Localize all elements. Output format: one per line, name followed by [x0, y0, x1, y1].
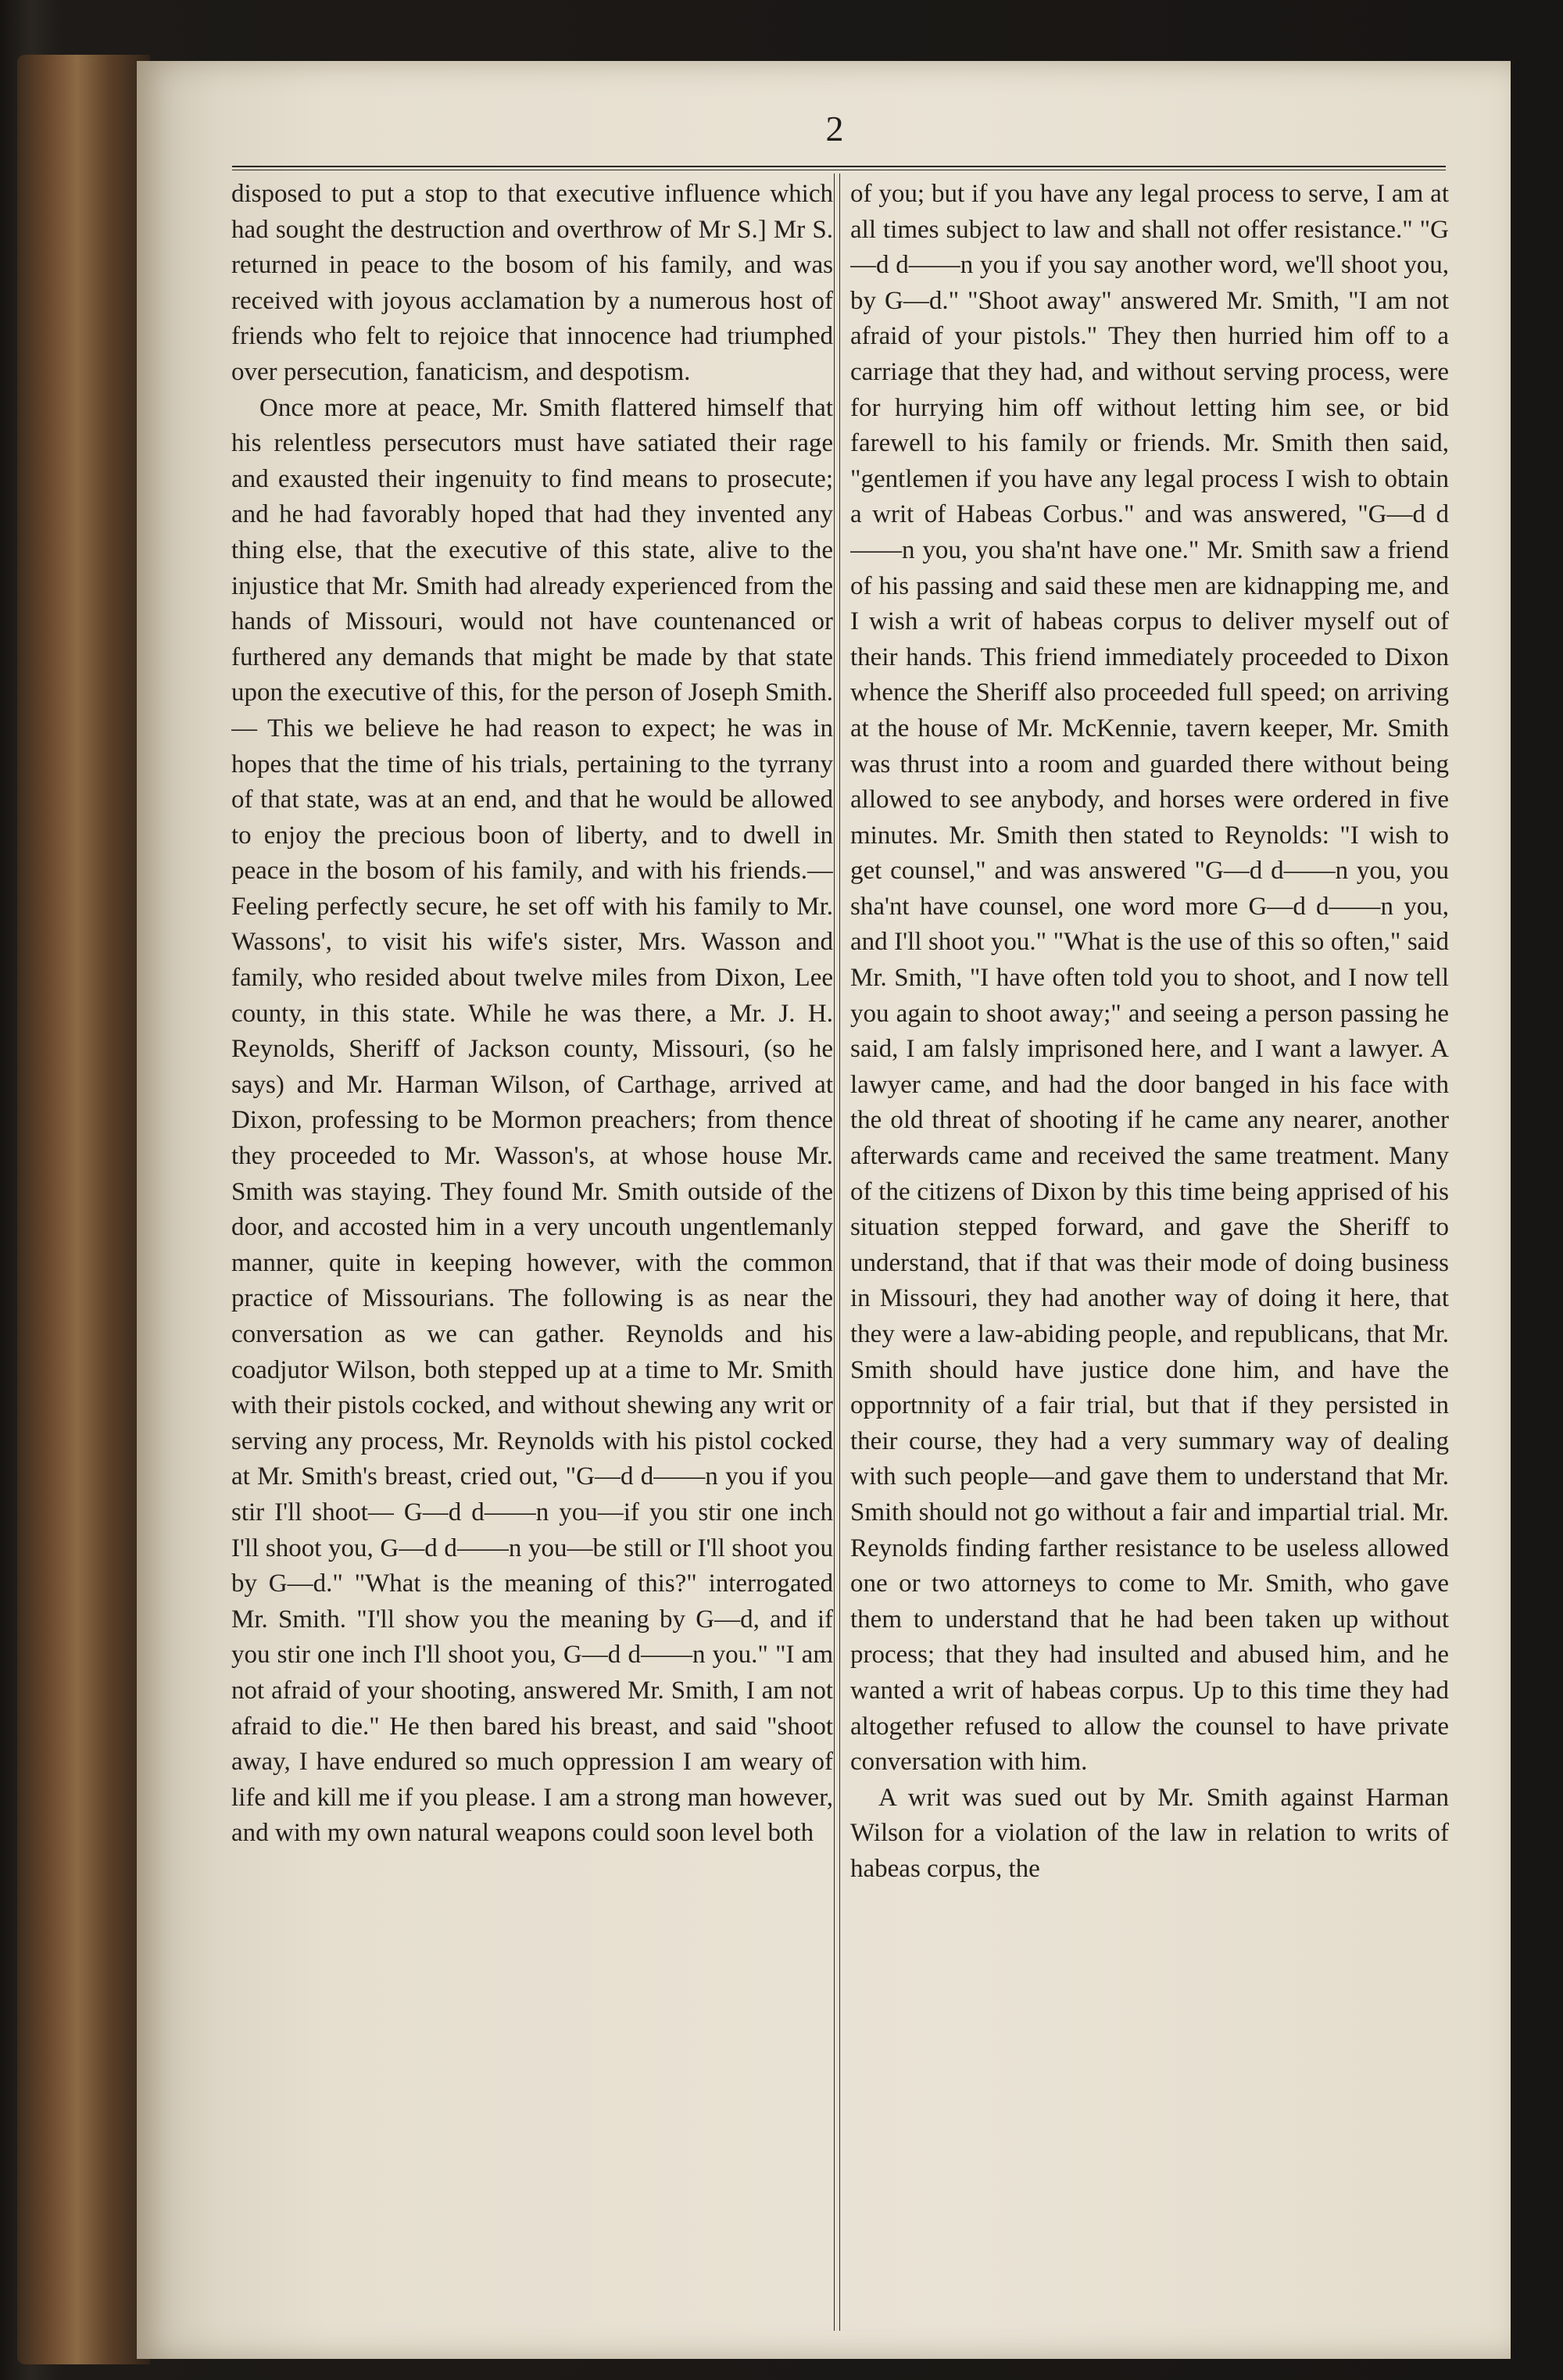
- paragraph: of you; but if you have any legal process to serve, I am at all times subject to law and shall not offer resistance." "G—d d——n you if you say another word, we'll shoot you, by G—d." "Shoot away" answered Mr. Smith, "I am not afraid of your pistols." They then hurried him off to a carriage that they had, and without serving process, were for hurrying him off without letting him see, or bid farewell to his family or friends. Mr. Smith then said, "gentlemen if you have any legal process I wish to obtain a writ of Habeas Corbus." and was answered, "G—d d——n you, you sha'nt have one." Mr. Smith saw a friend of his passing and said these men are kidnapping me, and I wish a writ of habeas corpus to deliver myself out of their hands. This friend immediately proceeded to Dixon whence the Sheriff also proceeded full speed; on arriving at the house of Mr. McKennie, tavern keeper, Mr. Smith was thrust into a room and guarded there without being allowed to see anybody, and horses were ordered in five minutes. Mr. Smith then stated to Reynolds: "I wish to get counsel," and was answered "G—d d——n you, you sha'nt have counsel, one word more G—d d——n you, and I'll shoot you." "What is the use of this so often," said Mr. Smith, "I have often told you to shoot, and I now tell you again to shoot away;" and seeing a person passing he said, I am falsly imprisoned here, and I want a lawyer. A lawyer came, and had the door banged in his face with the old threat of shooting if he came any nearer, another afterwards came and received the same treatment. Many of the citizens of Dixon by this time being apprised of his situation stepped forward, and gave the Sheriff to understand, that if that was their mode of doing business in Missouri, they had another way of doing it here, that they were a law-abiding people, and republicans, that Mr. Smith should have justice done him, and have the opportnnity of a fair trial, but that if they persisted in their course, they had a very summary way of dealing with such people—and gave them to understand that Mr. Smith should not go without a fair and impartial trial. Mr. Reynolds finding farther resistance to be useless allowed one or two attorneys to come to Mr. Smith, who gave them to understand that he had been taken up without process; that they had insulted and abused him, and he wanted a writ of habeas corpus. Up to this time they had altogether refused to allow the counsel to have private conversation with him.: [850, 180, 1449, 1777]
- left-column: [231, 177, 833, 2287]
- paragraph: Once more at peace, Mr. Smith flattered himself that his relentless persecutors must have satiated their rage and exausted their ingenuity to find means to prosecute; and he had favorably hoped that had they invented any thing else, that the executive of this state, alive to the injustice that Mr. Smith had already experienced from the hands of Missouri, would not have countenanced or furthered any demands that might be made by that state upon the executive of this, for the person of Joseph Smith.— This we believe he had reason to expect; he was in hopes that the time of his trials, pertaining to the tyrrany of that state, was at an end, and that he would be allowed to enjoy the precious boon of liberty, and to dwell in peace in the bosom of his family, and with his friends.— Feeling perfectly secure, he set off with his family to Mr. Wassons', to visit his wife's sister, Mrs. Wasson and family, who resided about twelve miles from Dixon, Lee county, in this state. While he was there, a Mr. J. H. Reynolds, Sheriff of Jackson county, Missouri, (so he says) and Mr. Harman Wilson, of Carthage, arrived at Dixon, professing to be Mormon preachers; from thence they proceeded to Mr. Wasson's, at whose house Mr. Smith was staying. They found Mr. Smith outside of the door, and accosted him in a very uncouth ungentlemanly manner, quite in keeping however, with the common practice of Missourians. The following is as near the conversation as we can gather. Reynolds and his coadjutor Wilson, both stepped up at a time to Mr. Smith with their pistols cocked, and without shewing any writ or serving any process, Mr. Reynolds with his pistol cocked at Mr. Smith's breast, cried out, "G—d d——n you if you stir I'll shoot— G—d d——n you—if you stir one inch I'll shoot you, G—d d——n you—be still or I'll shoot you by G—d." "What is the meaning of this?" interrogated Mr. Smith. "I'll show you the meaning by G—d, and if you stir one inch I'll shoot you, G—d d——n you." "I am not afraid of your shooting, answered Mr. Smith, I am not afraid to die." He then bared his breast, and said "shoot away, I have endured so much oppression I am weary of life and kill me if you please. I am a strong man however, and with my own natural weapons could soon level both: [231, 393, 833, 1848]
- paragraph: disposed to put a stop to that executive influence which had sought the destruction and overthrow of Mr S.] Mr S. returned in peace to the bosom of his family, and was received with joyous acclamation by a numerous host of friends who felt to rejoice that innocence had triumphed over persecution, fanaticism, and despotism.: [231, 180, 833, 386]
- header-rule: [232, 166, 1446, 170]
- right-column: [850, 177, 1449, 2287]
- page-number: 2: [825, 109, 844, 149]
- column-divider: [834, 174, 840, 2331]
- paragraph: A writ was sued out by Mr. Smith against Harman Wilson for a violation of the law in relation to writs of habeas corpus, the: [850, 1783, 1449, 1883]
- book-cover-edge: [17, 55, 150, 2364]
